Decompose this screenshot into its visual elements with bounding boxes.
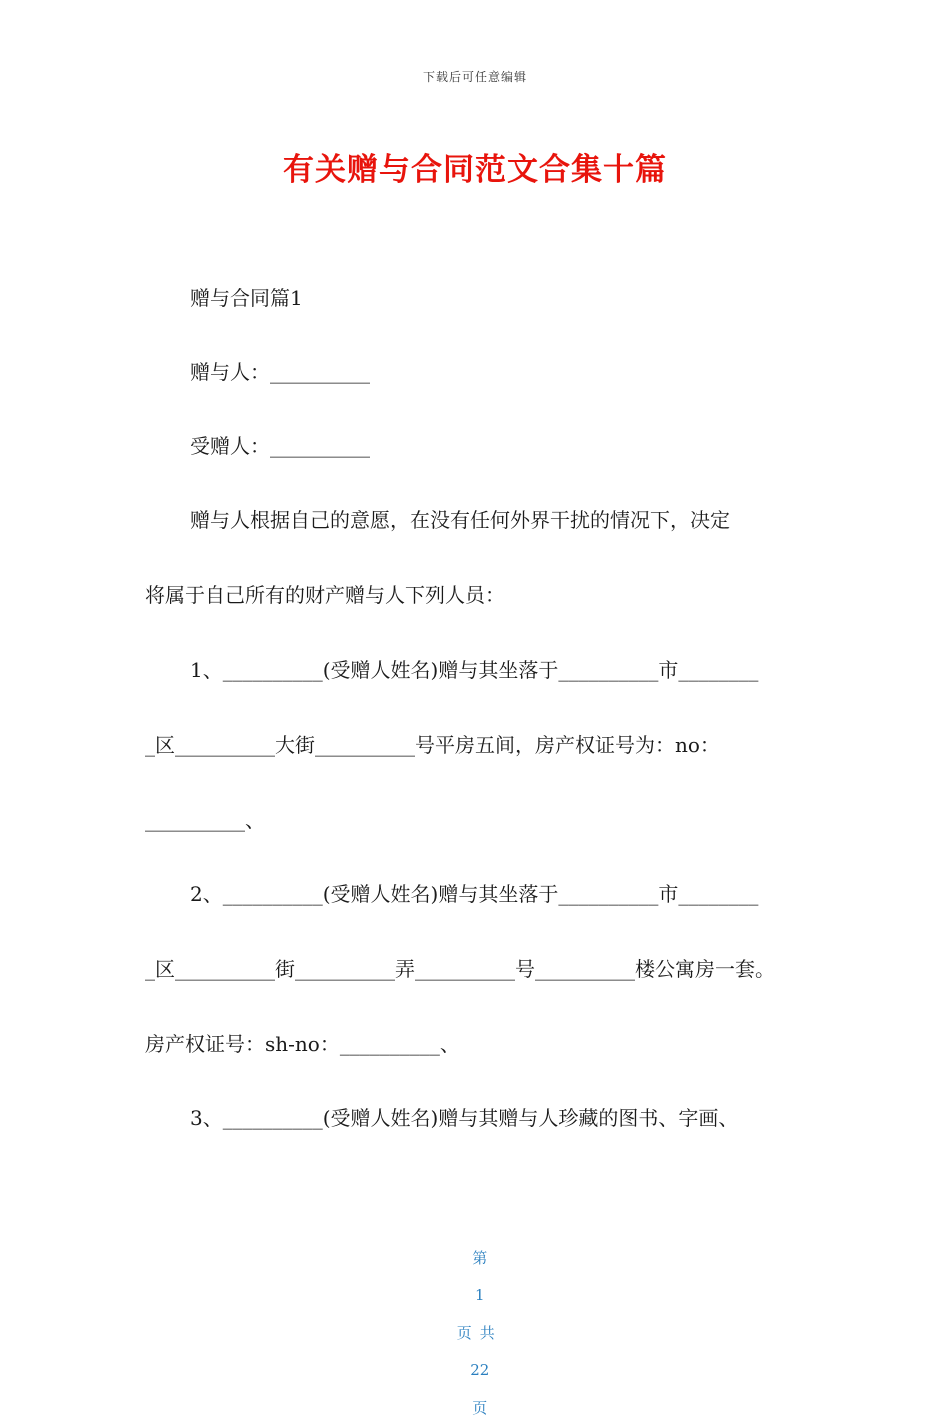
donor-line: 赠与人：__________ (190, 360, 370, 384)
section-heading: 赠与合同篇1 (190, 286, 303, 310)
item-2-line-3: 房产权证号：sh-no：__________、 (145, 1032, 460, 1056)
item-3-line-1: 3、__________(受赠人姓名)赠与其赠与人珍藏的图书、字画、 (190, 1106, 739, 1130)
document-title: 有关赠与合同范文合集十篇 (283, 152, 667, 188)
footer-suffix: 页 (472, 1399, 488, 1417)
page-footer (0, 1229, 950, 1418)
item-1-line-1: 1、__________(受赠人姓名)赠与其坐落于__________市________ (190, 658, 759, 682)
item-1-line-2: _区__________大街__________号平房五间，房产权证号为：no： (145, 733, 720, 757)
paragraph-1-line-1: 赠与人根据自己的意愿，在没有任何外界干扰的情况下，决定 (190, 508, 730, 532)
item-2-line-2: _区__________街__________弄__________号__________楼公寓房一套。 (145, 957, 775, 981)
item-2-line-1: 2、__________(受赠人姓名)赠与其坐落于__________市________ (190, 882, 759, 906)
header-note: 下载后可任意编辑 (422, 70, 527, 84)
footer-total-pages: 22 (470, 1361, 490, 1379)
item-1-line-3: __________、 (145, 808, 265, 832)
footer-prefix: 第 (472, 1249, 488, 1267)
donee-line: 受赠人：__________ (190, 434, 370, 458)
footer-page-number: 1 (475, 1286, 485, 1304)
footer-middle: 页共 (456, 1324, 503, 1342)
paragraph-1-line-2: 将属于自己所有的财产赠与人下列人员： (145, 583, 505, 607)
